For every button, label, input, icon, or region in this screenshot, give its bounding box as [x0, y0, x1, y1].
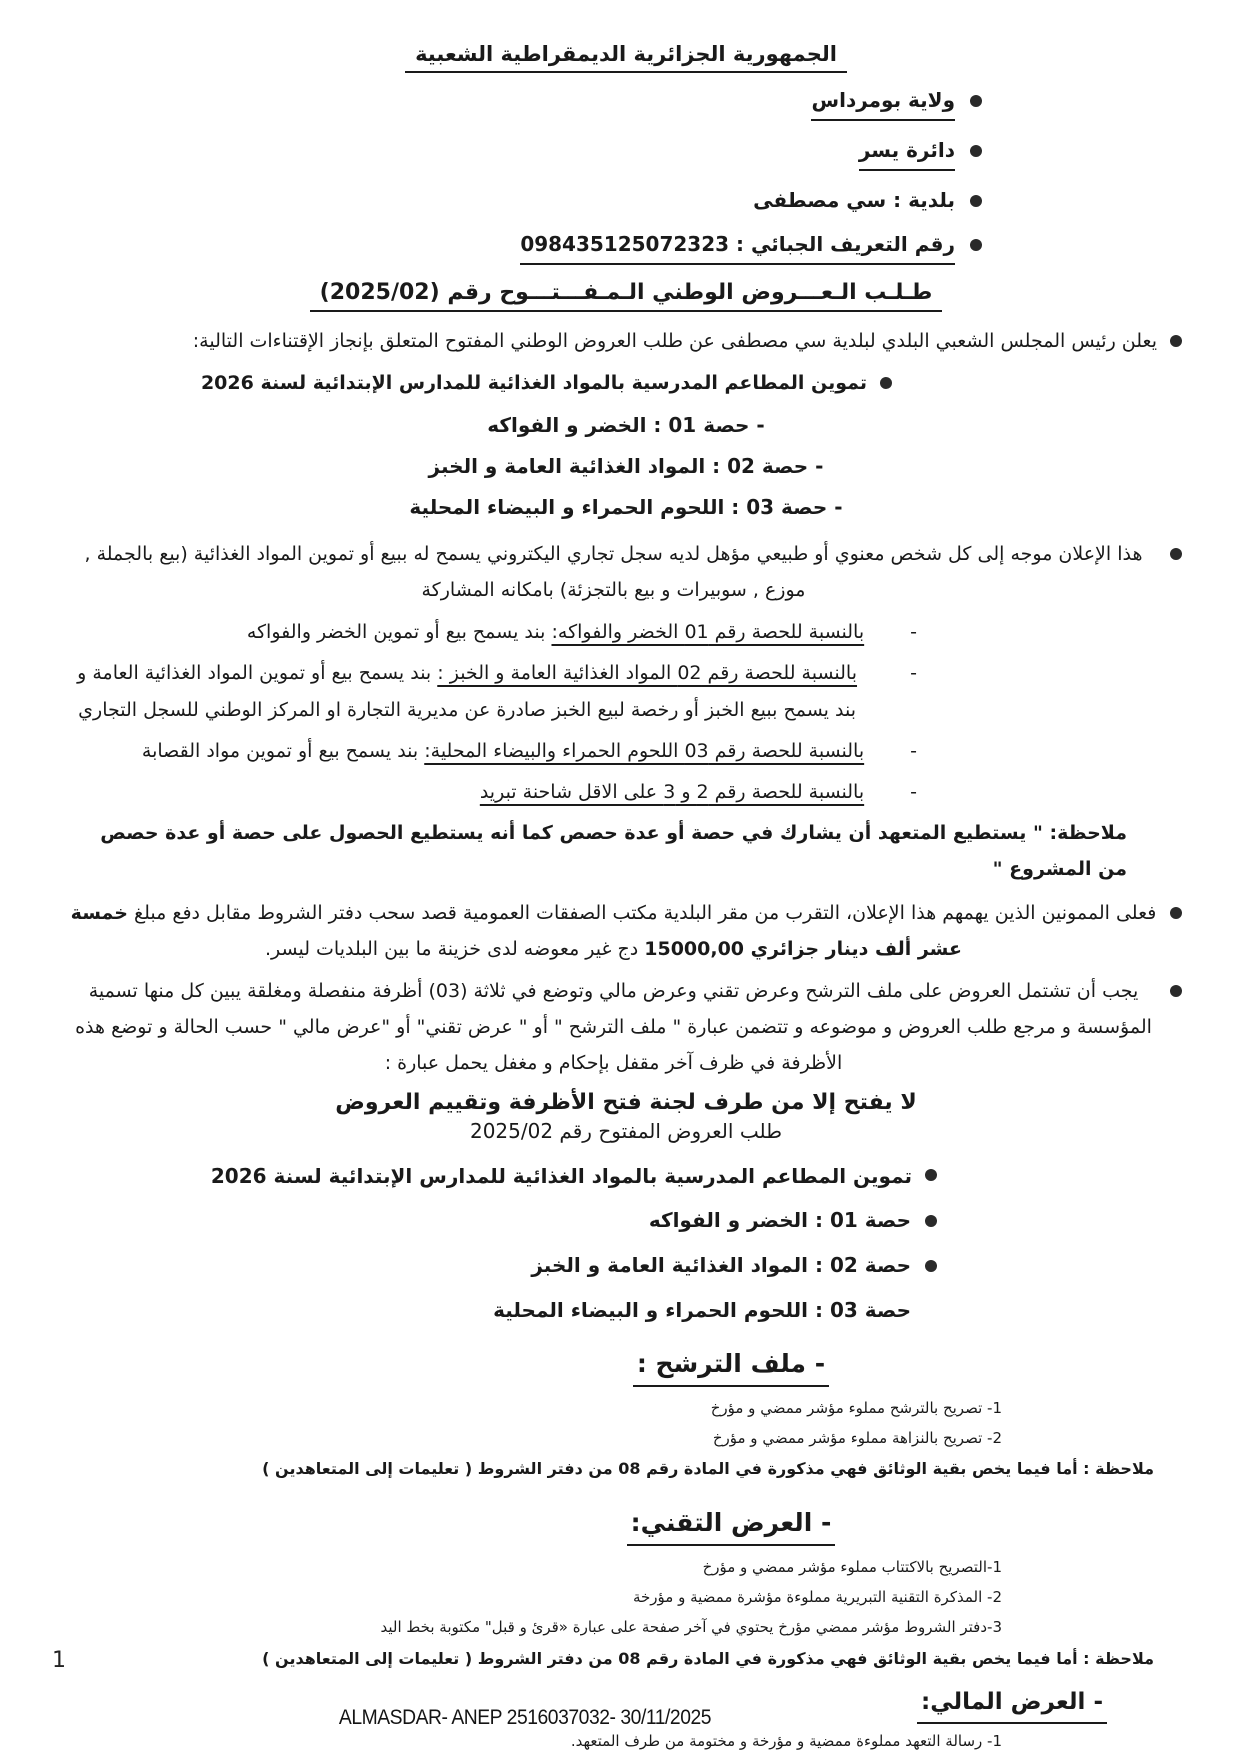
candidacy-item: 1- تصريح بالترشح مملوء مؤشر ممضي و مؤرخ	[710, 1398, 1002, 1417]
fee-amount: خمسة عشر ألف دينار جزائري 15000,00	[70, 902, 962, 961]
eligibility-text: هذا الإعلان موجه إلى كل شخص معنوي أو طبيعي مؤهل لديه سجل تجاري اليكتروني يسمح له ببيع أو تموين المواد الغذائية (بيع بالجملة , موزع , سوبيرات و بيع بالتجزئة) بامكانه المشاركة	[84, 543, 1143, 602]
technical-item: 3-دفتر الشروط مؤشر ممضي مؤرخ يحتوي في آخر صفحة على عبارة «قرئ و قبل" مكتوبة بخط اليد	[380, 1618, 1002, 1637]
announcement-intro: يعلن رئيس المجلس الشعبي البلدي لبلدية سي مصطفى عن طلب العروض الوطني المفتوح المتعلق بإنجاز الإقتناءات التالية:	[192, 330, 1157, 352]
technical-item: 1-التصريح بالاكتتاب مملوء مؤشر ممضي و مؤرخ	[702, 1557, 1002, 1576]
lot-item: - حصة 01 : الخضر و الفواكه	[487, 413, 765, 438]
bullet-icon	[970, 95, 982, 107]
bullet-icon	[970, 145, 982, 157]
lot-condition-head: بالنسبة للحصة رقم 01 الخضر والفواكه:	[551, 621, 865, 644]
financial-item: 1- رسالة التعهد مملوءة ممضية و مؤرخة و مختومة من طرف المتعهد.	[570, 1732, 1002, 1751]
lot-item: حصة 02 : المواد الغذائية العامة و الخبز	[70, 1250, 937, 1280]
technical-item: 2- المذكرة التقنية التبريرية مملوءة مؤشرة ممضية و مؤرخة	[632, 1588, 1002, 1607]
lot-item: حصة 01 : الخضر و الفواكه	[70, 1205, 937, 1235]
envelopes-row	[70, 973, 1182, 1081]
fee-before: فعلى الممونين الذين يهمهم هذا الإعلان، التقرب من مقر البلدية مكتب الصفقات العمومية قصد سحب دفتر الشروط مقابل دفع مبلغ	[127, 902, 1157, 925]
financial-heading: - العرض المالي:	[917, 1689, 1107, 1724]
bullet-icon	[1170, 985, 1182, 997]
lot-condition-head: بالنسبة للحصة رقم 2 و 3 على الاقل شاحنة تبريد	[479, 780, 865, 803]
lots-list	[70, 405, 1182, 528]
project-title-row	[70, 365, 1182, 401]
envelope-seal-line2: طلب العروض المفتوح رقم 2025/02	[469, 1118, 782, 1143]
daira-label: دائرة يسر	[859, 136, 955, 171]
project-title: تموين المطاعم المدرسية بالمواد الغذائية للمدارس الإبتدائية لسنة 2026	[200, 372, 867, 395]
bullet-icon	[970, 195, 982, 207]
lots-list-2	[70, 1205, 1182, 1325]
dash-icon: -	[910, 621, 917, 644]
participation-note: ملاحظة: " يستطيع المتعهد أن يشارك في حصة أو عدة حصص كما أنه يستطيع الحصول على حصة أو عدة حصص من المشروع "	[100, 821, 1127, 880]
bullet-icon	[925, 1215, 937, 1227]
project-title-2-row	[70, 1157, 1182, 1195]
anep-footer: ALMASDAR- ANEP 2516037032- 30/11/2025	[338, 1706, 712, 1729]
lot-condition-rest: بند يسمح بيع أو تموين الخضر والفواكه	[246, 621, 552, 644]
bullet-icon	[1170, 548, 1182, 560]
lot-condition-item	[70, 614, 917, 650]
project-title-2: تموين المطاعم المدرسية بالمواد الغذائية للمدارس الإبتدائية لسنة 2026	[210, 1163, 912, 1188]
eligibility-row	[70, 536, 1182, 608]
wilaya-row	[70, 86, 982, 121]
tender-title-wrap	[70, 280, 1182, 305]
announcement-intro-row	[70, 323, 1182, 359]
lot-condition-head: بالنسبة للحصة رقم 03 اللحوم الحمراء والبيضاء المحلية:	[424, 739, 865, 762]
lot-condition-rest: بند يسمح بيع أو تموين المواد الغذائية العامة و بند يسمح ببيع الخبز أو رخصة لبيع الخبز صادرة عن مديرية التجارة او المركز الوطني للسجل التجاري	[77, 662, 856, 721]
bullet-icon	[925, 1169, 937, 1181]
candidacy-item: 2- تصريح بالنزاهة مملوء مؤشر ممضي و مؤرخ	[712, 1428, 1002, 1447]
candidacy-items	[70, 1394, 1182, 1454]
envelope-seal-line1: لا يفتح إلا من طرف لجنة فتح الأظرفة وتقييم العروض	[335, 1089, 917, 1115]
dash-icon: -	[910, 662, 917, 685]
dash-icon: -	[910, 780, 917, 803]
republic-header	[70, 42, 1182, 66]
lot-condition-item	[70, 733, 917, 769]
tender-title: طـلـب الـعـــروض الوطني الـمـفـــتـــوح رقم (2025/02)	[310, 280, 943, 312]
tax-id-row	[70, 230, 982, 265]
fee-text	[70, 895, 1157, 967]
wilaya-label: ولاية بومرداس	[811, 86, 955, 121]
lot-condition-item	[70, 774, 917, 810]
technical-note: ملاحظة : أما فيما يخص بقية الوثائق فهي مذكورة في المادة رقم 08 من دفتر الشروط ( تعليمات إلى المتعاهدين )	[262, 1648, 1154, 1668]
technical-heading: - العرض التقني:	[627, 1508, 836, 1546]
lot-item: - حصة 02 : المواد الغذائية العامة و الخبز	[428, 454, 824, 479]
fee-row	[70, 895, 1182, 967]
dash-icon: -	[910, 739, 917, 762]
commune-row	[70, 186, 982, 215]
commune-label: بلدية : سي مصطفى	[753, 188, 955, 212]
authority-list	[70, 86, 1182, 265]
financial-items	[70, 1727, 1182, 1754]
daira-row	[70, 136, 982, 171]
candidacy-heading: - ملف الترشح :	[633, 1349, 829, 1387]
bullet-icon	[970, 239, 982, 251]
lot-conditions-list	[70, 614, 1182, 809]
tax-id-label: رقم التعريف الجبائي : 098435125072323	[520, 230, 955, 265]
republic-title: الجمهورية الجزائرية الديمقراطية الشعبية	[405, 42, 847, 73]
technical-items	[70, 1553, 1182, 1643]
lot-condition-item	[70, 655, 917, 727]
candidacy-note: ملاحظة : أما فيما يخص بقية الوثائق فهي مذكورة في المادة رقم 08 من دفتر الشروط ( تعليمات إلى المتعاهدين )	[262, 1459, 1154, 1478]
envelopes-text: يجب أن تشتمل العروض على ملف الترشح وعرض تقني وعرض مالي وتوضع في ثلاثة (03) أظرفة منفصلة ومغلقة يبين كل منها تسمية المؤسسة و مرجع طلب العروض و موضوعه و تتضمن عبارة " ملف الترشح " أو " عرض تقني" أو "عرض مالي " حسب الحالة و توضع هذه الأظرفة في ظرف آخر مقفل بإحكام و مغفل يحمل عبارة :	[75, 980, 1152, 1075]
technical-heading-wrap	[70, 1508, 1182, 1537]
bullet-icon	[925, 1260, 937, 1272]
bullet-icon	[1170, 335, 1182, 347]
lot-item: - حصة 03 : اللحوم الحمراء و البيضاء المحلية	[409, 495, 843, 520]
bullet-icon	[880, 377, 892, 389]
bullet-icon	[1170, 907, 1182, 919]
lot-condition-rest: بند يسمح بيع أو تموين مواد القصابة	[141, 739, 425, 762]
page-number: 1	[52, 1648, 66, 1673]
candidacy-heading-wrap	[70, 1349, 1182, 1378]
lot-item: حصة 03 : اللحوم الحمراء و البيضاء المحلية	[493, 1297, 911, 1322]
fee-after: دج غير معوضه لدى خزينة ما بين البلديات ليسر.	[264, 938, 645, 961]
lot-condition-head: بالنسبة للحصة رقم 02 المواد الغذائية العامة و الخبز :	[437, 662, 858, 685]
